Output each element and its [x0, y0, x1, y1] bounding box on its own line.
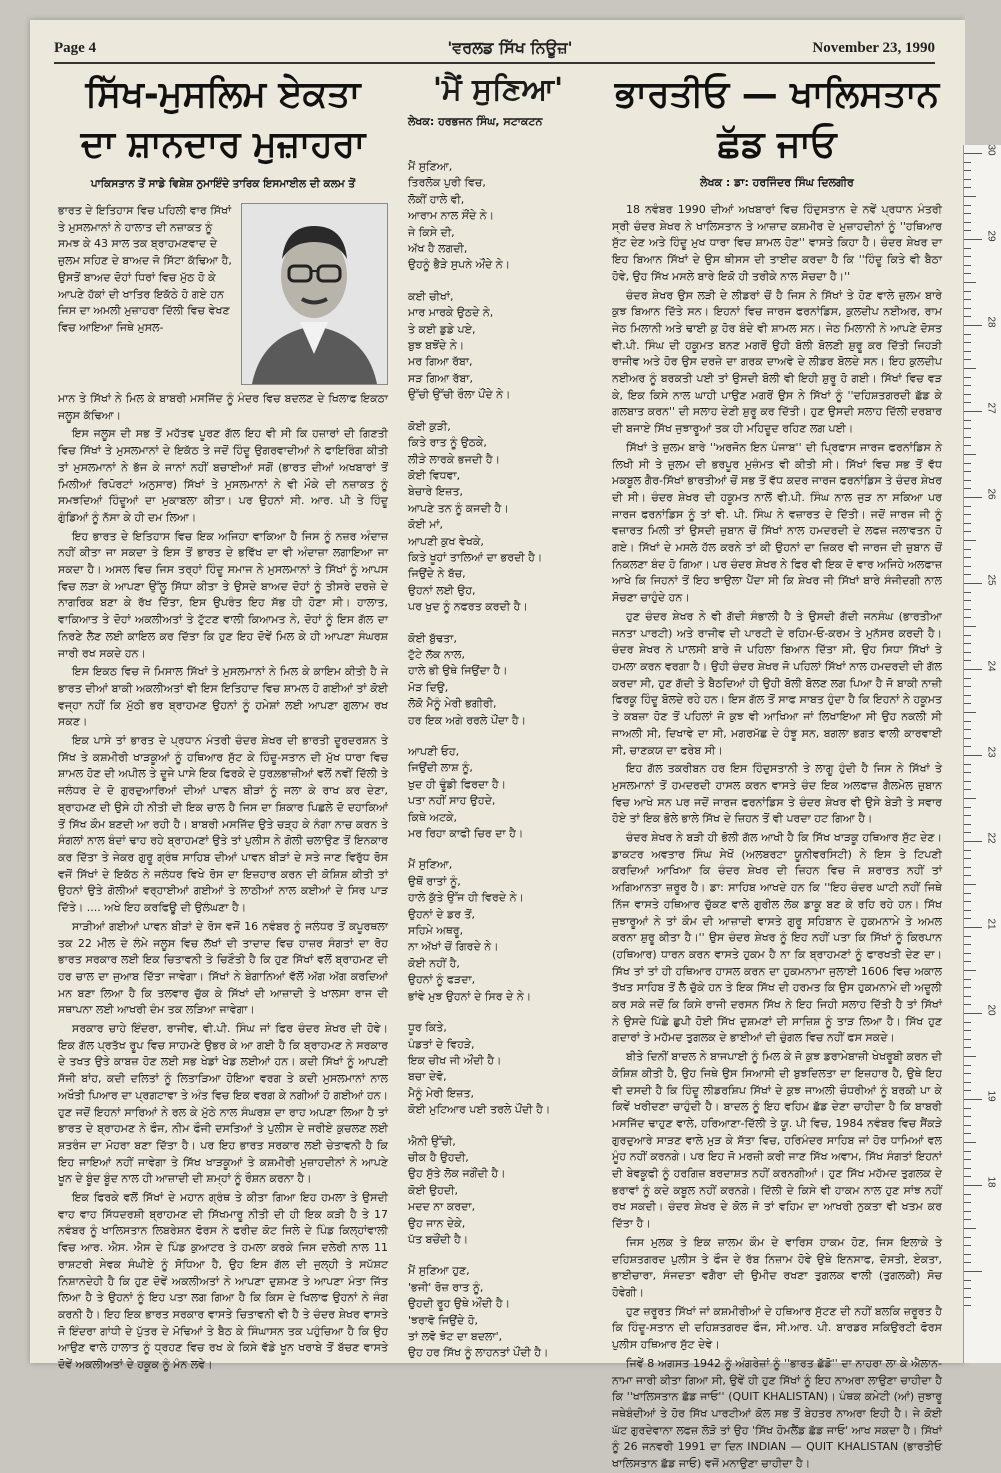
ruler-tick: [964, 807, 971, 808]
poem-line: ਉਹ ਸੁੱਤੇ ਲੋਕ ਜਗੌਂਦੀ ਹੈ।: [408, 1167, 506, 1181]
ruler-tick: [964, 308, 971, 309]
poem-line: ਬਚਾ ਦੇਵੋ,: [408, 1070, 447, 1084]
ruler-tick: [964, 660, 971, 661]
poem-body: [408, 159, 588, 1362]
newspaper-name: 'ਵਰਲਡ ਸਿੱਖ ਨਿਊਜ਼': [447, 38, 573, 57]
poem-line: ਕਿਥੇ ਅਟਕੇ,: [408, 810, 458, 824]
ruler-tick: [964, 712, 976, 713]
poem-line: ਪੰਡਤਾਂ ਦੇ ਵਿਹੜੇ,: [408, 1037, 475, 1051]
poem-line: ਕੋਈ ਕੁੜੀ,: [408, 419, 451, 433]
poem-stanza: [408, 631, 588, 729]
ruler-tick: [964, 1125, 971, 1126]
ruler-tick: [964, 170, 971, 171]
article-title-line-2: ਦਾ ਸ਼ਾਨਦਾਰ ਮੁਜ਼ਾਹਰਾ: [80, 124, 366, 165]
ruler-tick: [964, 549, 971, 550]
ruler-tick: [964, 471, 971, 472]
ruler-tick: [964, 239, 982, 240]
poem-line: ਲੋਕੋ ਮੈਨੂੰ ਮੇਰੀ ਭਗੀਰੀ,: [408, 697, 497, 711]
ruler-tick: [964, 557, 971, 558]
ruler-tick: [964, 703, 971, 704]
ruler-tick: [964, 695, 971, 696]
ruler-tick: [964, 1176, 971, 1177]
poem-line: ਤੇ ਕਈ ਡੁਡੇ ਪਏ,: [408, 322, 476, 336]
ruler-label: 24: [985, 660, 997, 672]
article-title-line-1: ਭਾਰਤੀਓ — ਖਾਲਿਸਤਾਨ: [614, 74, 940, 115]
paragraph: ਚੰਦਰ ਸ਼ੇਖਰ ਨੇ ਬੜੀ ਹੀ ਭੋਲੀ ਗੱਲ ਆਖੀ ਹੈ ਕਿ ਸਿੱਖ ਖਾੜਕੂ ਹਥਿਆਰ ਸੁੱਟ ਦੇਣ। ਡਾਕਟਰ ਅਵਤਾਰ ਸਿੰਘ ਸੇਖੋਂ (ਅਲਬਰਟਾ ਯੂਨੀਵਰਸਿਟੀ) ਨੇ ਇਸ ਤੇ ਟਿਪਣੀ ਕਰਦਿਆਂ ਆਖਿਆ ਕਿ ਚੰਦਰ ਸ਼ੇਖਰ ਦੀ ਜ਼ਿਹਨ ਵਿਚ ਜੋ ਸ਼ਰਾਰਤ ਨਹੀਂ ਤਾਂ ਅਗਿਆਨਤਾ ਜ਼ਰੂਰ ਹੈ। ਡਾ: ਸਾਹਿਬ ਆਖਦੇ ਹਨ ਕਿ ''ਇਹ ਚੰਦਰ ਘਾਟੀ ਨਹੀਂ ਜਿਥੇ ਨਿੱਜ ਵਾਸਤੇ ਹਥਿਆਰ ਚੁੱਕਣ ਵਾਲੇ ਗੁਰੀਲ ਲੋਕ ਡਾਕੂ ਬਣ ਕੇ ਰਹਿ ਰਹੇ ਹਨ। ਸਿੱਖ ਜੁਝਾਰੂਆਂ ਨੇ ਤਾਂ ਕੌਮ ਦੀ ਆਜ਼ਾਦੀ ਵਾਸਤੇ ਗੁਰੂ ਸਹਿਬਾਨ ਦੇ ਹੁਕਮਨਾਮੇ ਤੇ ਅਮਲ ਕਰਨਾ ਸ਼ੁਰੂ ਕੀਤਾ ਹੈ।'' ਉਸ ਚੰਦਰ ਸ਼ੇਖਰ ਨੂੰ ਇਹ ਨਹੀਂ ਪਤਾ ਕਿ ਸਿੱਖਾਂ ਨੂੰ ਕਿਰਪਾਨ (ਹਥਿਆਰ) ਧਾਰਨ ਕਰਨ ਵਾਸਤੇ ਹੁਕਮ ਹੈ ਨਾ ਕਿ ਬ੍ਰਾਹਮਣਾਂ ਨੂੰ ਫਾਰਖਤੀ ਦੇਣ ਦਾ। ਸਿੱਖ ਤਾਂ ਤਾਂ ਹੀ ਹਥਿਆਰ ਹਾਸਲ ਕਰਨ ਦਾ ਹੁਕਮਨਾਮਾ ਜੁਲਾਈ 1606 ਵਿਚ ਅਕਾਲ ਤੱਖਤ ਸਾਹਿਬ ਤੋਂ ਲੈ ਚੁੱਕੇ ਹਨ ਤੇ ਇਕ ਸਿੱਖ ਦੀ ਹਰਮਤ ਕਿ ਉਸ ਹੁਕਮਨਾਮੇ ਦੀ ਅਦੂਲੀ ਕਰ ਸਕੇ ਜਦੋਂ ਕਿ ਕਿਸੇ ਰਾਜੀ ਦਰਸਨ ਸਿੱਖ ਨੇ ਇਹ ਜਿਹੀ ਸਲਾਹ ਦਿੱਤੀ ਹੈ ਤਾਂ ਸਿੱਖਾਂ ਨੇ ਉਸਦੇ ਪਿੱਛੇ ਛੁਪੀ ਹੋਈ ਸਿੱਖ ਦੁਸ਼ਮਣਾਂ ਦੀ ਸਾਜ਼ਿਸ਼ ਨੂੰ ਤਾੜ ਲਿਆ ਹੈ। ਸਿੱਖ ਹੁਣ ਗਦਾਰਾਂ ਤੇ ਮਹੱਮਦ ਤੁਗਲਕ ਦੇ ਭਾਈਆਂ ਦੀ ਚੁੰਗਲ ਵਿਚ ਨਹੀਂ ਫਸ ਸਕਦੇ।: [612, 831, 942, 1045]
ruler-tick: [964, 1228, 976, 1229]
ruler-label: 23: [985, 746, 997, 758]
poem-line: ਕੋਈ ਨਹੀਂ ਹੈ,: [408, 956, 460, 970]
poem-line: ਪੱਤ ਬਚੌਂਦੀ ਹੈ।: [408, 1232, 469, 1246]
poem-line: ਚੀਕ ਹੈ ਉਹਦੀ,: [408, 1150, 469, 1164]
ruler-tick: [964, 815, 971, 816]
poem-line: ਪਤਾ ਨਹੀਂ ਸਾਹ ਉਹਦੇ,: [408, 794, 496, 808]
poem-line: ਉਹਨਾਂ ਲਈ ਉਹ,: [408, 583, 476, 597]
ruler-tick: [964, 153, 982, 154]
ruler-tick: [964, 437, 971, 438]
ruler-tick: [964, 351, 971, 352]
poem-line: ਭਾਂਵੇ ਮੁਝ ਉਹਨਾਂ ਦੇ ਸਿਰ ਦੇ ਨੇ।: [408, 989, 532, 1003]
ruler-tick: [964, 377, 971, 378]
poem-line: ਉਹਦੀ ਰੂਹ ਉਥੇ ਔਂਦੀ ਹੈ।: [408, 1297, 510, 1311]
ruler-tick: [964, 256, 971, 257]
ruler-tick: [964, 179, 971, 180]
paragraph: ਸਰਕਾਰ ਚਾਹੇ ਇੰਦਰਾ, ਰਾਜੀਵ, ਵੀ.ਪੀ. ਸਿੰਘ ਜਾਂ ਫਿਰ ਚੰਦਰ ਸ਼ੇਖਰ ਦੀ ਹੋਵੇ। ਇਕ ਗੱਲ ਪ੍ਰਤੱਖ ਰੂਪ ਵਿਚ ਸਾਹਮਣੇ ਉਭਰ ਕੇ ਆ ਗਈ ਹੈ ਕਿ ਬ੍ਰਾਹਮਣ ਨੇ ਸਰਕਾਰ ਦੇ ਤਖਤ ਉਤੇ ਕਾਬਜ਼ ਹੋਣ ਲਈ ਸਭ ਖੇਡਾਂ ਖੇਡ ਲਈਆਂ ਹਨ। ਕਦੀ ਸਿੱਖਾਂ ਨੂੰ ਆਪਣੀ ਸੱਜੀ ਬਾਂਹ, ਕਦੀ ਦਲਿਤਾਂ ਨੂੰ ਲਿਤਾੜਿਆ ਹੋਇਆ ਵਰਗ ਤੇ ਕਦੀ ਮੁਸਲਮਾਨਾਂ ਨਾਲ ਅਖੌਤੀ ਪਿਆਰ ਦਾ ਪ੍ਰਗਟਾਵਾ ਤੇ ਅੰਤ ਵਿਚ ਇਕ ਵਰਗ ਕੇ ਨਗੀਆਂ ਹੋ ਗਈਆਂ ਹਨ। ਹੁਣ ਜਦੋਂ ਇਹਨਾਂ ਸਾਰਿਆਂ ਨੇ ਰਲ ਕੇ ਮੁੱਠੇ ਨਾਲ ਸੰਘਰਸ਼ ਦਾ ਰਾਹ ਅਪਣਾ ਲਿਆ ਹੈ ਤਾਂ ਭਾਰਤ ਦੇ ਬ੍ਰਾਹਮਣ ਨੇ ਫੌਜ, ਨੀਮ ਫੌਜੀ ਦਸਤਿਆਂ ਤੇ ਪੁਲੀਸ ਦੇ ਜਰੀਏ ਕੁਚਲਣ ਲਈ ਸ਼ਤਰੰਜ ਦਾ ਮੋਹਰਾ ਬਣਾ ਦਿੱਤਾ ਹੈ। ਪਰ ਇਹ ਭਾਰਤ ਸਰਕਾਰ ਲਈ ਚੇਤਾਵਨੀ ਹੈ ਕਿ ਇਹ ਜਾਇਆਂ ਨਹੀਂ ਜਾਵੇਗਾ ਤੇ ਸਿੱਖ ਖਾੜਕੂਆਂ ਤੇ ਕਸ਼ਮੀਰੀ ਮੁਜ਼ਾਹਦੀਨਾਂ ਨੇ ਆਪਣੇ ਖੂਨ ਦੇ ਬੂੰਦ ਬੂੰਦ ਨਾਲ ਹੀ ਆਜ਼ਾਦੀ ਦੀ ਸ਼ਮ੍ਹਾਂ ਨੂੰ ਰੌਸ਼ਨ ਕਰਨਾ ਹੈ।: [58, 1022, 388, 1186]
ruler-tick: [964, 617, 971, 618]
ruler-tick: [964, 609, 971, 610]
poem-stanza: [408, 1020, 588, 1118]
poem-byline: ਲੇਖਕ: ਹਰਭਜਨ ਸਿੰਘ, ਸਟਾਕਟਨ: [408, 115, 543, 128]
ruler-label: 30: [985, 144, 997, 156]
poem-line: ਲੋਕੀਂ ਹਾਲੇ ਵੀ,: [408, 192, 465, 206]
ruler-tick: [964, 514, 971, 515]
poem-line: ਕੋਈ ਮਾਂ,: [408, 518, 444, 532]
poem-line: ਨਾ ਅੱਖਾਂ ਚੋਂ ਗਿਰਦੇ ਨੇ।: [408, 940, 499, 954]
ruler-tick: [964, 1090, 971, 1091]
poem-line: 'ਭਜੀ' ਰੋਜ਼ ਰਾਤ ਨੂੰ,: [408, 1280, 484, 1294]
ruler-tick: [964, 1297, 971, 1298]
poem-line: ਮੋੜ ਦਿਉ,: [408, 680, 449, 694]
paragraph: ਬੀਤੇ ਦਿਨੀਂ ਬਾਦਲ ਨੇ ਬਾਜਪਾਈ ਨੂੰ ਮਿਲ ਕੇ ਜੋ ਕੁਝ ਡਰਾਮੇਬਾਜ਼ੀ ਖੇਖਰੂਬੀ ਕਰਨ ਦੀ ਕੋਸ਼ਿਸ਼ ਕੀਤੀ ਹੈ, ਉਹ ਜਿਥੇ ਉਸ ਸਿਆਸੀ ਦੀ ਬੁਝਦਿਲਤਾ ਦਾ ਇਜ਼ਹਾਰ ਹੈ, ਉਥੇ ਇਹ ਵੀ ਦਸਦੀ ਹੈ ਕਿ ਹਿੰਦੂ ਲੀਡਰਸ਼ਿਪ ਸਿੱਖਾਂ ਦੇ ਕੁਝ ਜਾਅਲੀ ਚੌਧਰੀਆਂ ਨੂੰ ਬਰਕੀ ਪਾ ਕੇ ਕਿਵੇਂ ਖਰੀਦਣਾ ਚਾਹੁੰਦੀ ਹੈ। ਬਾਦਲ ਨੂੰ ਇਹ ਵਹਿਮ ਛੱਡ ਦੇਣਾ ਚਾਹੀਦਾ ਹੈ ਕਿ ਬਾਬਰੀ ਮਸਜਿੱਦ ਢਾਹੁਣ ਵਾਲੇ, ਹਰਿਆਣਾ-ਦਿੱਲੀ ਤੇ ਯੂ. ਪੀ ਵਿਚ, 1984 ਨਵੰਬਰ ਵਿਚ ਸੈਂਕੜੇ ਗੁਰਦੁਆਰੇ ਸਾੜਣ ਵਾਲੇ ਮੁੜ ਕੇ ਸੱਤਾ ਵਿਚ, ਹਰਿਮੰਦਰ ਸਾਹਿਬ ਜਾਂ ਹੋਰ ਧਾਮਿਆਂ ਵਲ ਮੂੰਹ ਨਹੀਂ ਕਰਨਗੇ। ਪਰ ਇਹ ਜੋ ਮਰਜ਼ੀ ਕਰੀ ਜਾਣ ਸਿੱਖ ਅਵਾਮ, ਸਿੱਖ ਸੰਗਤਾਂ ਇਹਨਾਂ ਦੀ ਬੇਵਕੂਫੀ ਨੂੰ ਹਰਗਿਜ਼ ਬਰਦਾਸ਼ਤ ਨਹੀਂ ਕਰਨਗੀਆਂ। ਹੁਣ ਸਿੱਖ ਮਹੱਮਦ ਤੁਗਲਕ ਦੇ ਭਰਾਵਾਂ ਨੂੰ ਕਦੇ ਕਬੂਲ ਨਹੀਂ ਕਰਨਗੇ। ਦਿੱਲੀ ਦੇ ਕਿਸੇ ਵੀ ਹਾਕਮ ਨਾਲ ਹੁਣ ਸਾਂਝ ਨਹੀਂ ਰਖ ਸਕਦੀ। ਚੰਦਰ ਸ਼ੇਖਰ ਦੇ ਕੋਲ ਜੋ ਤਾਂ ਵਹਿਮ ਦਾ ਆਖਰੀ ਨੁਕਤਾ ਵੀ ਖਤਮ ਕਰ ਦਿੱਤਾ ਹੈ।: [612, 1050, 942, 1231]
ruler-tick: [964, 1288, 971, 1289]
ruler-tick: [964, 927, 982, 928]
ruler-tick: [964, 265, 971, 266]
poem-line: ਖੁਦ ਹੀ ਢੂੰਡੀ ਫਿਰਦਾ ਹੈ।: [408, 777, 507, 791]
ruler-tick: [964, 1039, 971, 1040]
ruler-tick: [964, 334, 971, 335]
ruler-tick: [964, 1219, 971, 1220]
poem-stanza: [408, 289, 588, 404]
ruler-tick: [964, 1065, 971, 1066]
poem-line: ਟੁੱਟੇ ਲੱਕ ਨਾਲ,: [408, 647, 465, 661]
ruler-tick: [964, 1280, 971, 1281]
paragraph: ਹੁਣ ਚੰਦਰ ਸ਼ੇਖਰ ਨੇ ਵੀ ਗੱਦੀ ਸੰਭਾਲੀ ਹੈ ਤੇ ਉਸਦੀ ਗੱਦੀ ਜਨਸੰਘ (ਭਾਰਤੀਆ ਜਨਤਾ ਪਾਰਟੀ) ਅਤੇ ਰਾਜੀਵ ਦੀ ਪਾਰਟੀ ਦੇ ਰਹਿਮ-ਓ-ਕਰਮ ਤੇ ਮੁਨੱਸਰ ਕਰਦੀ ਹੈ। ਚੰਦਰ ਸ਼ੇਖਰ ਨੇ ਪਾਲਸੀ ਬਾਰੇ ਜੋ ਪਹਿਲਾ ਬਿਆਨ ਦਿੱਤਾ ਸੀ, ਉਹ ਸਿਧਾ ਸਿੱਖਾਂ ਤੇ ਹਮਲਾ ਕਰਨ ਵਰਗਾ ਹੈ। ਉਹੀ ਚੰਦਰ ਸ਼ੇਖਰ ਜੋ ਪਹਿਲਾਂ ਸਿੱਖਾਂ ਨਾਲ ਹਮਦਰਦੀ ਦੀ ਗੱਲ ਕਰਦਾ ਸੀ, ਹੁਣ ਗੱਦੀ ਤੇ ਬੈਠਦਿਆਂ ਹੀ ਉਹੀ ਬੋਲੀ ਬੋਲਣ ਲਗ ਪਿਆ ਹੈ ਜੋ ਬਾਕੀ ਨਾਜ਼ੀ ਫਿਰਕੂ ਹਿੰਦੂ ਬੋਲਦੇ ਰਹੇ ਹਨ। ਇਸ ਗੱਲ ਤੋਂ ਸਾਫ ਸਾਬਤ ਹੁੰਦਾ ਹੈ ਕਿ ਇਹਨਾਂ ਨੇ ਹਕੂਮਤ ਤੇ ਕਬਜ਼ਾ ਹੋਣ ਤੋਂ ਪਹਿਲਾਂ ਜੋ ਕੁਝ ਵੀ ਆਖਿਆ ਜਾਂ ਲਿਖਾਇਆ ਸੀ ਉਹ ਨਕਲੀ ਸੀ ਜਾਅਲੀ ਸੀ, ਦਿਖਾਵੇ ਦਾ ਸੀ, ਮਗਰਮੱਛ ਦੇ ਹੰਝੂ ਸਨ, ਬਗਲਾ ਭਗਤ ਵਾਲੀ ਕਾਰਵਾਈ ਸੀ, ਚਾਣਕਯ ਦਾ ਫਰੇਬ ਸੀ।: [612, 609, 942, 757]
measuring-ruler: [963, 145, 1001, 1363]
poem-line: 'ਝਰਾਵੋ ਜਿਉਂਦੇ ਹੋ,: [408, 1313, 478, 1327]
poem-line: ਸਹਿਮੇ ਅਥਰੂ,: [408, 924, 464, 938]
ruler-tick: [964, 316, 971, 317]
ruler-tick: [964, 686, 971, 687]
ruler-label: 25: [985, 574, 997, 586]
ruler-tick: [964, 1245, 971, 1246]
ruler-label: 22: [985, 832, 997, 844]
poem-line: ਮੈਨੂੰ ਮੇਰੀ ਇਜ਼ਤ,: [408, 1086, 475, 1100]
poem-line: ਆਪਣੇ ਤਨ ਨੂੰ ਕਜਦੀ ਹੈ।: [408, 501, 509, 515]
article-byline: ਲੇਖਕ : ਡਾ: ਹਰਜਿੰਦਰ ਸਿੰਘ ਦਿਲਗੀਰ: [700, 176, 854, 189]
ruler-label: 18: [985, 1176, 997, 1188]
ruler-tick: [964, 291, 971, 292]
poem-line: ਜੇ ਕਿਸੇ ਦੀ,: [408, 225, 455, 239]
paragraph: ਇਹ ਗੱਲ ਤਕਰੀਬਨ ਹਰ ਇਸ ਹਿੰਦੁਸਤਾਨੀ ਤੇ ਲਾਗੂ ਹੁੰਦੀ ਹੈ ਜਿਸ ਨੇ ਸਿੱਖਾਂ ਤੇ ਮੁਸਲਮਾਨਾਂ ਤੋਂ ਹਮਦਰਦੀ ਹਾਸਲ ਕਰਨ ਵਾਸਤੇ ਚੰਦ ਇਕ ਅਲਫਾਜ਼ ਗੈਲਮੇਲ ਜ਼ੁਬਾਨ ਵਿਚ ਆਖੇ ਸਨ ਪਰ ਜਦੋਂ ਜਾਰਜ ਫਰਨਾਂਡਿਸ ਤੇ ਚੰਦਰ ਸ਼ੇਖਰ ਵੀ ਉਸੇ ਬੇੜੀ ਤੇ ਸਵਾਰ ਹੋਏ ਤਾਂ ਇਕ ਭੋਲੇ ਭਾਲੇ ਸਿੱਖ ਦੇ ਜ਼ਿਹਨ ਤੋਂ ਵੀ ਪਰਦਾ ਹਟ ਗਿਆ ਹੈ।: [612, 762, 942, 826]
poem-line: ਆਰਾਮ ਨਾਲ ਸੌਂਦੇ ਨੇ।: [408, 209, 495, 223]
ruler-tick: [964, 497, 982, 498]
paragraph: ਇਸ ਇਕਠ ਵਿਚ ਜੋ ਮਿਸਾਲ ਸਿੱਖਾਂ ਤੇ ਮੁਸਲਮਾਨਾਂ ਨੇ ਮਿਲ ਕੇ ਕਾਇਮ ਕੀਤੀ ਹੈ ਜੇ ਭਾਰਤ ਦੀਆਂ ਬਾਕੀ ਅਕਲੀਅਤਾਂ ਵੀ ਇਸ ਇਤਿਹਾਦ ਵਿਚ ਸ਼ਾਮਲ ਹੋ ਗਈਆਂ ਤਾਂ ਕੋਈ ਵਜ੍ਹਾ ਨਹੀਂ ਕਿ ਮੁੱਠੀ ਭਰ ਬ੍ਰਾਹਮਣ ਉਹਨਾਂ ਨੂੰ ਹਮੇਸ਼ਾਂ ਲਈ ਆਪਣਾ ਗੁਲਾਮ ਰਖ ਸਕਣ।: [58, 665, 388, 729]
article-body: [58, 391, 388, 1374]
poem-line: ਉਹਨੂੰ ਭੈੜੇ ਸੁਪਨੇ ਔਂਦੇ ਨੇ।: [408, 258, 511, 272]
ruler-tick: [964, 1116, 971, 1117]
ruler-tick: [964, 463, 971, 464]
poem-line: ਮਰ ਰਿਹਾ ਕਾਫੀ ਚਿਰ ਦਾ ਹੈ।: [408, 827, 524, 841]
ruler-tick: [964, 359, 971, 360]
page-number: Page 4: [54, 40, 97, 56]
ruler-tick: [964, 626, 976, 627]
header-rule: [54, 62, 935, 64]
poem-line: ਮੈਂ ਸੁਣਿਆ ਹੁਣ,: [408, 1264, 470, 1278]
poem-stanza: [408, 1263, 588, 1361]
poem-line: ਜਿਉਂਦੀ ਲਾਸ਼ ਨੂੰ,: [408, 761, 473, 775]
lead-paragraph: ਭਾਰਤ ਦੇ ਇਤਿਹਾਸ ਵਿਚ ਪਹਿਲੀ ਵਾਰ ਸਿੱਖਾਂ ਤੇ ਮੁਸਲਮਾਨਾਂ ਨੇ ਹਾਲਾਤ ਦੀ ਨਜ਼ਾਕਤ ਨੂੰ ਸਮਝ ਕੇ 43 ਸਾਲ ਤਕ ਬ੍ਰਾਹਮਣਵਾਦ ਦੇ ਜ਼ੁਲਮ ਸਹਿਣ ਦੇ ਬਾਅਦ ਜੋ ਸਿੱਟਾ ਕੱਢਿਆ ਹੈ, ਉਸਤੋਂ ਬਾਅਦ ਦੋਹਾਂ ਧਿਰਾਂ ਵਿਚ ਮੁੱਠ ਹੋ ਕੇ ਆਪਣੇ ਹੱਕਾਂ ਦੀ ਖਾਤਿਰ ਇਕੱਠੇ ਹੋ ਗਏ ਹਨ ਜਿਸ ਦਾ ਅਮਲੀ ਮੁਜ਼ਾਹਰਾ ਦਿੱਲੀ ਵਿਚ ਵੇਖਣ ਵਿਚ ਆਇਆ ਜਿਥੇ ਮੁਸਲ-: [58, 204, 232, 334]
poem-line: ਉਥੋਂ ਰਾਤਾਂ ਨੂੰ,: [408, 874, 461, 888]
ruler-tick: [964, 1099, 982, 1100]
ruler-tick: [964, 961, 971, 962]
ruler-tick: [964, 282, 976, 283]
poem-line: ਤਿਰਲੋਕ ਪੁਰੀ ਵਿਚ,: [408, 176, 486, 190]
ruler-tick: [964, 841, 982, 842]
ruler-tick: [964, 420, 971, 421]
ruler-tick: [964, 953, 971, 954]
ruler-tick: [964, 867, 971, 868]
ruler-tick: [964, 738, 971, 739]
ruler-tick: [964, 1185, 982, 1186]
ruler-tick: [964, 669, 982, 670]
ruler-tick: [964, 789, 971, 790]
ruler-tick: [964, 428, 971, 429]
ruler-tick: [964, 635, 971, 636]
ruler-tick: [964, 944, 971, 945]
poem-line: ਕੋਈ ਬੁੱਢਤਾ,: [408, 631, 457, 645]
paragraph: ਇਕ ਫਿਰਕੇ ਵਲੋਂ ਸਿੱਖਾਂ ਦੇ ਮਹਾਨ ਗ੍ਰੰਥ ਤੇ ਕੀਤਾ ਗਿਆ ਇਹ ਹਮਲਾ ਤੇ ਉਸਦੀ ਵਾਹ ਵਾਹ ਸਿੱਧਦਰਸ਼ੀ ਬ੍ਰਾਹਮਣ ਦੀ ਸਿੱਖਮਾਰੂ ਨੀਤੀ ਦੀ ਹੀ ਇਕ ਕੜੀ ਹੈ ਤੇ 17 ਨਵੰਬਰ ਨੂੰ ਖਾਲਿਸਤਾਨ ਲਿਬਰੇਸ਼ਨ ਫੋਰਸ ਨੇ ਫਰੀਦ ਕੋਟ ਜਿਲੇ ਦੇ ਪਿੰਡ ਕਿਲ੍ਹਾਂਵਾਲੀ ਵਿਚ ਆਰ. ਐਸ. ਐਸ ਦੇ ਪਿੰਡ ਕੁਆਟਰ ਤੇ ਹਮਲਾ ਕਰਕੇ ਜਿਸ ਦਲੇਰੀ ਨਾਲ 11 ਰਾਸ਼ਟਰੀ ਸੇਵਕ ਸੰਘੀਏ ਨੂੰ ਸੋਧਿਆ ਹੈ, ਉਹ ਇਸ ਗੱਲ ਦੀ ਜੁਲ੍ਹੀ ਤੇ ਸਪੱਸ਼ਟ ਨਿਸ਼ਾਨਦੇਹੀ ਹੈ ਕਿ ਹੁਣ ਦੋਵੇਂ ਅਕਲੀਅਤਾਂ ਨੇ ਆਪਣਾ ਦੁਸ਼ਮਣ ਤੇ ਆਪਣਾ ਮੰਤਾ ਜਿੱਤ ਲਿਆ ਹੈ ਤੇ ਉਹਨਾਂ ਨੂੰ ਇਹ ਪਤਾ ਲਗ ਗਿਆ ਹੈ ਕਿ ਕਿਸ ਦੇ ਖਿਲਾਫ ਉਹਨਾਂ ਨੇ ਜੰਗ ਕਰਨੀ ਹੈ। ਇਹ ਇਕ ਭਾਰਤ ਸਰਕਾਰ ਵਾਸਤੇ ਚਿਤਾਵਨੀ ਵੀ ਹੈ ਤੇ ਚੰਦਰ ਸ਼ੇਖਰ ਵਾਸਤੇ ਜੋ ਇੰਦਰਾ ਗਾਂਧੀ ਦੇ ਪੁੱਤਰ ਦੇ ਮੋਢਿਆਂ ਤੇ ਬੈਠ ਕੇ ਸਿੰਘਾਸਨ ਤਕ ਪਹੁੰਚਿਆ ਹੈ ਕਿ ਉਹ ਆਉਣ ਵਾਲੇ ਹਾਲਾਤ ਨੂੰ ਧ੍ਰਹਣ ਵਿਚ ਰਖ ਕੇ ਕਿਸੇ ਵੱਡੇ ਖੂਨ ਖਰਾਬੇ ਤੋਂ ਬੱਚਣ ਵਾਸਤੇ ਦੋਵੇਂ ਅਕਲੀਅਤਾਂ ਦੇ ਹਕੂਕ ਨੂੰ ਮੰਨ ਲਵੇ।: [58, 1191, 388, 1372]
paragraph: ਜਿਵੇਂ 8 ਅਗਸਤ 1942 ਨੂੰ ਅੰਗਰੇਜ਼ਾਂ ਨੂੰ ''ਭਾਰਤ ਛੱਡੋ'' ਦਾ ਨਾਹਰਾ ਲਾ ਕੇ ਐਲਾਨ-ਨਾਮਾ ਜਾਰੀ ਕੀਤਾ ਗਿਆ ਸੀ, ਉਵੇਂ ਹੀ ਹੁਣ ਸਿੱਖਾਂ ਨੂੰ ਇਹ ਨਾਅਰਾ ਲਾਉਣਾ ਚਾਹੀਦਾ ਹੈ ਕਿ ''ਖਾਲਿਸਤਾਨ ਛੱਡ ਜਾਓ'' (QUIT KHALISTAN)। ਪੰਥਕ ਕਮੇਟੀ (ਆਂ) ਜੁਝਾਰੂ ਜਥੇਬੰਦੀਆਂ ਤੇ ਹੋਰ ਸਿੱਖ ਪਾਰਟੀਆਂ ਕੋਲ ਸਭ ਤੋਂ ਬੇਹਤਰ ਨਾਅਰਾ ਇਹੀ ਹੈ। ਜੇ ਕੋਈ ਘੱਟ ਗੁਰਦੇਵਾਨਾ ਲਫਜ਼ ਲੋੜੋ ਤਾਂ ਉਹ 'ਸਿੱਖ ਹੋਮਲੈਂਡ ਛੱਡ ਜਾਓ' ਆਖ ਸਕਦਾ ਹੈ। ਸਿੱਖਾਂ ਨੂੰ 26 ਜਨਵਰੀ 1991 ਦਾ ਦਿਨ INDIAN — QUIT KHALISTAN (ਭਾਰਤੀਓ ਖਾਲਿਸਤਾਨ ਛੱਡ ਜਾਓ) ਵਜੋਂ ਮਨਾਉਣਾ ਚਾਹੀਦਾ ਹੈ।: [612, 1356, 942, 1471]
ruler-tick: [964, 918, 971, 919]
ruler-tick: [964, 196, 976, 197]
ruler-tick: [964, 523, 971, 524]
poem-column: [408, 68, 588, 1358]
article-body: [612, 202, 942, 1473]
poem-line: ਕਈ ਚੀਖਾਂ,: [408, 289, 454, 303]
ruler-tick: [964, 893, 971, 894]
ruler-tick: [964, 394, 971, 395]
ruler-label: 26: [985, 488, 997, 500]
ruler-tick: [964, 755, 982, 756]
article-title-line-2: ਛੱਡ ਜਾਓ: [717, 124, 837, 165]
paragraph: ਮਾਨ ਤੇ ਸਿੱਖਾਂ ਨੇ ਮਿਲ ਕੇ ਬਾਬਰੀ ਮਸਜਿੱਦ ਨੂੰ ਮੰਦਰ ਵਿਚ ਬਦਲਣ ਦੇ ਖਿਲਾਫ ਇਕਠਾ ਜਲੂਸ ਕੱਢਿਆ।: [58, 392, 388, 422]
poem-line: ਆਪਣੀ ਕੁਖ ਵੇਖਕੇ,: [408, 534, 484, 548]
paragraph: ਸਾੜੀਆਂ ਗਈਆਂ ਪਾਵਨ ਬੀੜਾਂ ਦੇ ਰੋਸ ਵਜੋਂ 16 ਨਵੰਬਰ ਨੂੰ ਜਲੰਧਰ ਤੋਂ ਕਪੂਰਥਲਾ ਤਕ 22 ਮੀਲ ਦੇ ਲੰਮੇ ਜਲੂਸ ਵਿਚ ਲੱਖਾਂ ਦੀ ਤਾਦਾਦ ਵਿਚ ਹਾਜ਼ਰ ਸੰਗਤਾਂ ਦਾ ਰੋਹ ਭਾਰਤ ਸਰਕਾਰ ਲਈ ਇਕ ਚਿਤਾਵਨੀ ਤੇ ਚਿਣੌਤੀ ਹੈ ਕਿ ਹੁਣ ਸਿੱਖਾਂ ਵਲੋਂ ਬ੍ਰਾਹਮਣ ਦੀ ਹਰ ਚਾਲ ਦਾ ਜੁਆਬ ਦਿੱਤਾ ਜਾਵੇਗਾ। ਸਿੱਖਾਂ ਨੇ ਬੇਗਾਨਿਆਂ ਵੱਲੋਂ ਅੱਗ ਅੱਗ ਕਰਦਿਆਂ ਮਨ ਬਣਾ ਲਿਆ ਹੈ ਕਿ ਤਲਵਾਰ ਚੁੱਕ ਕੇ ਸਿੱਖਾਂ ਦੀ ਆਜ਼ਾਦੀ ਤੇ ਖਾਲਸਾ ਰਾਜ ਦੀ ਸਥਾਪਨਾ ਲਈ ਆਖਰੀ ਦੰਮ ਤਕ ਲੜਿਆ ਜਾਵੇਗਾ।: [58, 919, 388, 1017]
ruler-tick: [964, 996, 971, 997]
poem-line: ਮੈਂ ਸੁਣਿਆ,: [408, 160, 453, 173]
poem-line: ਸੜ ਗਿਆ ਰੱਬਾ,: [408, 371, 473, 385]
ruler-tick: [964, 1202, 971, 1203]
ruler-tick: [964, 411, 982, 412]
poem-stanza: [408, 744, 588, 842]
ruler-tick: [964, 1108, 971, 1109]
paragraph: ਇਹ ਭਾਰਤ ਦੇ ਇਤਿਹਾਸ ਵਿਚ ਇਕ ਅਜਿਹਾ ਵਾਕਿਆ ਹੈ ਜਿਸ ਨੂੰ ਨਜ਼ਰ ਅੰਦਾਜ਼ ਨਹੀਂ ਕੀਤਾ ਜਾ ਸਕਦਾ ਤੇ ਇਸ ਤੋਂ ਭਾਰਤ ਦੇ ਭਵਿੱਖ ਦਾ ਵੀ ਅੰਦਾਜ਼ਾ ਲਗਾਇਆ ਜਾ ਸਕਦਾ ਹੈ। ਅਸਲ ਵਿਚ ਜਿਸ ਤਰ੍ਹਾਂ ਹਿੰਦੂ ਸਮਾਜ ਨੇ ਮੁਸਲਮਾਨਾਂ ਤੇ ਸਿੱਖਾਂ ਨੂੰ ਆਪਸ ਵਿਚ ਲੜਾ ਕੇ ਆਪਣਾ ਉੱਲੂ ਸਿੱਧਾ ਕੀਤਾ ਤੇ ਉਸਦੇ ਬਾਅਦ ਦੋਹਾਂ ਨੂੰ ਤੀਸਰੇ ਦਰਜ਼ੇ ਦੇ ਨਾਗਰਿਕ ਬਣਾ ਕੇ ਰੱਖ ਦਿੱਤਾ, ਇਸ ਉਪਰੰਤ ਇਹ ਸੱਭ ਹੀ ਹੋਣਾ ਸੀ। ਹਾਲਾਤ, ਵਾਕਿਆਤ ਤੇ ਦੋਹਾਂ ਅਕਲੀਅਤਾਂ ਤੇ ਟੁੱਟਣ ਵਾਲੀ ਕਿਆਮਤ ਨੇ, ਦੋਹਾਂ ਨੂੰ ਇਸ ਗੱਲ ਦਾ ਨਿਰਣੇ ਲੈਣ ਲਈ ਕਾਇਲ ਕਰ ਦਿੱਤਾ ਕਿ ਹੁਣ ਇਹ ਦੋਵੇਂ ਮਿਲ ਕੇ ਹੀ ਆਪਣਾ ਸੰਘਰਸ਼ ਜਾਰੀ ਰਖ ਸਕਦੇ ਹਨ।: [58, 529, 388, 660]
paragraph: ਚੰਦਰ ਸ਼ੇਖਰ ਉਸ ਲੜੀ ਦੇ ਲੀਡਰਾਂ ਚੋਂ ਹੈ ਜਿਸ ਨੇ ਸਿੱਖਾਂ ਤੇ ਹੋਣ ਵਾਲੇ ਜ਼ੁਲਮ ਬਾਰੇ ਕੁਝ ਬਿਆਨ ਦਿੱਤੇ ਸਨ। ਇਹਨਾਂ ਵਿਚ ਜਾਰਜ ਫਰਨਾਂਡਿਸ, ਕੁਲਦੀਪ ਨਈਅਰ, ਰਾਮ ਜੇਠ ਮਿਲਾਨੀ ਅਤੇ ਢਾਈ ਕੁ ਹੋਰ ਬੰਦੇ ਵੀ ਸ਼ਾਮਲ ਸਨ। ਜੇਠ ਮਿਲਾਨੀ ਨੇ ਆਪਣੇ ਦੋਸਤ ਵੀ.ਪੀ. ਸਿੰਘ ਦੀ ਹਕੂਮਤ ਬਨਣ ਮਗਰੋਂ ਉਹੀ ਬੋਲੀ ਬੋਲਣੀ ਸ਼ੁਰੂ ਕਰ ਦਿੱਤੀ ਜਿਹੜੀ ਰਾਜੀਵ ਅਤੇ ਹੋਰ ਉਸ ਦਰਜ਼ੇ ਦਾ ਗਰਕ ਦਾਅਵੇ ਦੇ ਲੀਡਰ ਬੋਲਦੇ ਸਨ। ਇਹ ਕੁਲਦੀਪ ਨਈਅਰ ਨੂੰ ਬਰਕਤੀ ਪਈ ਤਾਂ ਉਸਦੀ ਬੋਲੀ ਵੀ ਇਹੀ ਸ਼ੁਰੂ ਹੋ ਗਈ। ਸਿੱਖਾਂ ਵਿਚ ਵੜ ਕੇ, ਇਕ ਕਿਸੇ ਨਾਲ ਘਾਹੀ ਪਾਉਣ ਮਗਰੋਂ ਉਸ ਨੇ ਸਿੱਖਾਂ ਨੂੰ ''ਦਹਿਸ਼ਤਗਰਦੀ ਛੱਡ ਕੇ ਗਲਬਾਤ ਕਰਨ'' ਦੀ ਸਲਾਹ ਦੇਣੀ ਸ਼ੁਰੂ ਕਰ ਦਿੱਤੀ। ਹੁਣ ਉਸਦੀ ਸਲਾਹ ਦਿੱਲੀ ਦਰਬਾਰ ਦੀ ਬਜਾਏ ਸਿੱਖ ਜੁਝਾਰੂਆਂ ਤਕ ਹੀ ਮਹਿਦੂਦ ਰਹਿਣ ਲਗ ਪਈ।: [612, 288, 942, 436]
poem-line: ਉਹ ਜਾਨ ਦੇਕੇ,: [408, 1216, 466, 1230]
ruler-tick: [964, 729, 971, 730]
ruler-tick: [964, 746, 971, 747]
ruler-tick: [964, 342, 971, 343]
ruler-tick: [964, 643, 971, 644]
ruler-tick: [964, 1305, 971, 1306]
ruler-label: 20: [985, 1004, 997, 1016]
ruler-tick: [964, 1004, 971, 1005]
ruler-tick: [964, 1151, 971, 1152]
ruler-tick: [964, 1013, 982, 1014]
paragraph: ਇਕ ਪਾਸੇ ਤਾਂ ਭਾਰਤ ਦੇ ਪ੍ਰਧਾਨ ਮੰਤਰੀ ਚੰਦਰ ਸ਼ੇਖਰ ਦੀ ਭਾਰਤੀ ਦੂਰਦਰਸ਼ਨ ਤੇ ਸਿੱਖ ਤੇ ਕਸ਼ਮੀਰੀ ਖਾੜਕੂਆਂ ਨੂੰ ਹਥਿਆਰ ਸੁੱਟ ਕੇ ਹਿੰਦੂ-ਸਤਾਨ ਦੀ ਮੁੱਖ ਧਾਰਾ ਵਿਚ ਸ਼ਾਮਲ ਹੋਣ ਦੀ ਅਪੀਲ ਤੇ ਦੂਜੇ ਪਾਸੇ ਇਕ ਫਿਰਕੇ ਦੇ ਧੁਰਲ਼ਭਾਜ਼ੀਆਂ ਵਲੋਂ ਨਵੀਂ ਦਿੱਲੀ ਤੇ ਜਲੰਧਰ ਦੇ ਦੋ ਗੁਰਦੁਆਰਿਆਂ ਦੀਆਂ ਪਾਵਨ ਬੀੜਾਂ ਨੂੰ ਜਲਾ ਕੇ ਰਾਖ ਕਰ ਦੇਣਾ, ਬ੍ਰਾਹਮਣ ਦੀ ਉਸੇ ਹੀ ਨੀਤੀ ਦੀ ਇਕ ਚਾਲ ਹੈ ਜਿਸ ਦਾ ਸ਼ਿਕਾਰ ਪਿਛਲੇ ਦੋ ਦਹਾਕਿਆਂ ਤੋਂ ਸਿੱਖ ਕੌਮ ਬਣਦੀ ਆ ਰਹੀ ਹੈ। ਬਾਬਰੀ ਮਸਜਿੱਦ ਉਤੇ ਚੜ੍ਹ ਕੇ ਨੰਗਾ ਨਾਚ ਕਰਨ ਤੇ ਸੰਗਲਾਂ ਨਾਲ ਬੰਦਾਂ ਢਾਹ ਰਹੇ ਬ੍ਰਾਹਮਣਾਂ ਉਤੇ ਤਾਂ ਪੁਲੀਸ ਨੇ ਗੋਲੀ ਚਲਾਉਣ ਤੋਂ ਇਨਕਾਰ ਕਰ ਦਿੱਤਾ ਤੇ ਜੇਕਰ ਗੁਰੂ ਗ੍ਰੰਥ ਸਾਹਿਬ ਦੀਆਂ ਪਾਵਨ ਬੀੜਾਂ ਦੇ ਸਤੇ ਜਾਣ ਵਿਰੁੱਧ ਰੋਸ ਵਜੋਂ ਸਿੱਖਾਂ ਦੇ ਇਕੱਠ ਨੇ ਜਲੰਧਰ ਵਿਖੇ ਰੋਸ ਦਾ ਇਜ਼ਹਾਰ ਕਰਨ ਦੀ ਕੋਸ਼ਿਸ਼ ਕੀਤੀ ਤਾਂ ਉਹਨਾਂ ਉਤੇ ਗੋਲੀਆਂ ਵਰ੍ਹਾਈਆਂ ਗਈਆਂ ਤੇ ਲਾਠੀਆਂ ਨਾਲ ਕਈਆਂ ਦੇ ਸਿਰ ਪਾੜ ਦਿੱਤੇ। .... ਅਖੇ ਇਹ ਕਰਫਿਊ ਦੀ ਉਲੰਘਣਾ ਹੈ।: [58, 734, 388, 915]
ruler-tick: [964, 850, 971, 851]
poem-line: ਅੱਖ ਹੈ ਲਗਦੀ,: [408, 242, 468, 256]
ruler-tick: [964, 273, 971, 274]
ruler-tick: [964, 566, 971, 567]
poem-title: 'ਮੈਂ ਸੁਣਿਆ': [432, 72, 564, 107]
poem-line: ਉਹ ਹਰ ਸਿੱਖ ਨੂੰ ਲਾਹਨਤਾਂ ਪੌਂਦੀ ਹੈ।: [408, 1346, 549, 1360]
poem-stanza: [408, 159, 588, 274]
ruler-tick: [964, 162, 971, 163]
ruler-tick: [964, 678, 971, 679]
ruler-tick: [964, 1047, 971, 1048]
ruler-tick: [964, 884, 976, 885]
lead-block: [58, 203, 388, 391]
ruler-tick: [964, 1030, 971, 1031]
poem-line: ਤਾਂ ਲਵੋ ਝੋਟ ਦਾ ਬਦਲਾ',: [408, 1330, 503, 1343]
paragraph: ਇਸ ਜਲੂਸ ਦੀ ਸਭ ਤੋਂ ਮਹੱਤਵ ਪੂਰਣ ਗੱਲ ਇਹ ਵੀ ਸੀ ਕਿ ਹਜ਼ਾਰਾਂ ਦੀ ਗਿਣਤੀ ਵਿਚ ਸਿੱਖਾਂ ਤੇ ਮੁਸਲਮਾਨਾਂ ਦੇ ਇਕੱਠ ਤੇ ਜਦੋਂ ਹਿੰਦੂ ਉਗਰਵਾਦੀਆਂ ਨੇ ਫਾਇਰਿੰਗ ਕੀਤੀ ਤਾਂ ਮੁਸਲਮਾਨਾਂ ਨੇ ਭੱਜ ਕੇ ਜਾਨਾਂ ਨਹੀਂ ਬਚਾਈਆਂ ਸਗੋਂ (ਭਾਰਤ ਦੀਆਂ ਅਖਬਾਰਾਂ ਤੋਂ ਮਿਲੀਆਂ ਰਿਪੋਰਟਾਂ ਅਨੁਸਾਰ) ਸਿੱਖਾਂ ਤੇ ਮੁਸਲਮਾਨਾਂ ਨੇ ਵੀ ਮੌਕੇ ਦੀ ਨਜ਼ਾਕਤ ਨੂੰ ਸਮਝਦਿਆਂ ਹਿੰਦੂਆਂ ਦਾ ਮੁਕਾਬਲਾ ਕੀਤਾ। ਪਰ ਉਹਨਾਂ ਸੀ. ਆਰ. ਪੀ ਤੇ ਹਿੰਦੂ ਗੁੰਡਿਆਂ ਨੂੰ ਨੱਸਾ ਕੇ ਹੀ ਦਮ ਲਿਆ।: [58, 427, 388, 524]
poem-line: ਧੂਰ ਕਿਤੇ,: [408, 1021, 447, 1035]
ruler-tick: [964, 1237, 971, 1238]
portrait-image: [242, 204, 387, 384]
ruler-tick: [964, 979, 971, 980]
poem-line: ਬੁਝ ਬਝੋਂਦੇ ਨੇ।: [408, 339, 465, 353]
ruler-tick: [964, 205, 971, 206]
ruler-label: 21: [985, 918, 997, 930]
ruler-tick: [964, 325, 982, 326]
paragraph: ਜਿਸ ਮੁਲਕ ਤੇ ਇਕ ਜ਼ਾਲਮ ਕੌਮ ਦੇ ਵਾਰਿਸ ਹਾਕਮ ਹੋਣ, ਜਿਸ ਇਲਾਕੇ ਤੇ ਦਹਿਸ਼ਤਗਰਦ ਪੁਲੀਸ ਤੇ ਫੌਜ ਦੇ ਰੱਬ ਨਿਜ਼ਾਮ ਹੋਵੇ ਉਥੇ ਇਨਸਾਫ, ਦੋਸਤੀ, ਏਕਤਾ, ਭਾਈਚਾਰਾ, ਸੰਜਦਤਾ ਵਗੈਰਾ ਦੀ ਉਮੀਦ ਰਖਣਾ ਤੁਗਲਕ ਵਾਲੀ (ਤੁਗਲਕੀ) ਸੋਚ ਹੋਵੇਗੀ।: [612, 1235, 942, 1299]
poem-stanza: [408, 1134, 588, 1249]
ruler-tick: [964, 1211, 971, 1212]
ruler-tick: [964, 987, 971, 988]
poem-line: ਕਿਤੇ ਖੂਹਾਂ ਤਾਲਿਆਂ ਦਾ ਭਰਦੀ ਹੈ।: [408, 550, 543, 564]
ruler-tick: [964, 506, 971, 507]
ruler-tick: [964, 600, 971, 601]
ruler-tick: [964, 1254, 971, 1255]
poem-line: ਹਰ ਇਕ ਅਗੇ ਰਰਲੇ ਪੌਂਦਾ ਹੈ।: [408, 713, 527, 727]
ruler-tick: [964, 1133, 971, 1134]
ruler-tick: [964, 299, 971, 300]
poem-line: ਜਿਉਂਦੇ ਨੇ ਬੱਚ,: [408, 567, 466, 581]
ruler-tick: [964, 652, 971, 653]
issue-date: November 23, 1990: [812, 40, 935, 56]
ruler-tick: [964, 480, 971, 481]
poem-line: ਕੋਈ ਉਹਦੀ,: [408, 1183, 459, 1197]
article-title-line-1: ਸਿੱਖ-ਮੁਸਲਿਮ ਏਕਤਾ: [85, 74, 361, 115]
poem-line: ਉੱਚੀ ਉੱਚੀ ਰੌਲਾ ਪੌਂਦੇ ਨੇ।: [408, 388, 511, 402]
ruler-tick: [964, 936, 971, 937]
poem-line: ਕੋਈ ਵਿਧਵਾ,: [408, 468, 461, 482]
ruler-tick: [964, 583, 982, 584]
ruler-label: 28: [985, 316, 997, 328]
ruler-tick: [964, 1073, 971, 1074]
poem-line: ਹਾਲੇ ਭੀ ਉਥੇ ਜਿਉਂਦਾ ਹੈ।: [408, 664, 508, 678]
ruler-tick: [964, 222, 971, 223]
ruler-tick: [964, 248, 971, 249]
paragraph: ਸਿੱਖਾਂ ਤੇ ਜ਼ੁਲਮ ਬਾਰੇ ''ਅਰਜੋਨ ਇਨ ਪੰਜਾਬ'' ਦੀ ਪ੍ਰਿਫਾਸ ਜਾਰਜ ਫਰਨਾਂਡਿਸ ਨੇ ਲਿਖੀ ਸੀ ਤੇ ਜ਼ੁਲਮ ਦੀ ਭਰਪੂਰ ਮੁਜ਼ੰਮਤ ਵੀ ਕੀਤੀ ਸੀ। ਸਿੱਖਾਂ ਵਿਚ ਸਭ ਤੋਂ ਵੱਧ ਮਕਬੂਲ ਗੈਰ-ਸਿੱਖਾਂ ਭਾਰਤੀਆਂ ਚੋਂ ਸਭ ਤੋਂ ਵੱਧ ਕਦਰ ਜਾਰਜ ਫਰਨਾਂਡਿਸ ਤੇ ਚੰਦਰ ਸ਼ੇਖਰ ਦੀ ਸੀ। ਚੰਦਰ ਸ਼ੇਖਰ ਦੀ ਹਕੂਮਤ ਨਾਲੋਂ ਵੀ.ਪੀ. ਸਿੰਘ ਨਾਲ ਜੁੜ ਨਾ ਸਕਿਆ ਪਰ ਜਾਰਜ ਫਰਨਾਂਡਿਸ ਨੂੰ ਤਾਂ ਵੀ. ਪੀ. ਸਿੰਘ ਨੇ ਵਜ਼ਾਰਤ ਦੇ ਦਿੱਤੀ। ਜਦੋਂ ਜਾਰਜ ਜੀ ਨੂੰ ਵਜ਼ਾਰਤ ਮਿਲੀ ਤਾਂ ਉਸਦੀ ਜ਼ੁਬਾਨ ਚੋਂ ਸਿੱਖਾਂ ਨਾਲ ਹਮਦਰਦੀ ਦੇ ਲਫਜ਼ ਜਲਾਵਤਨ ਹੋ ਗਏ। ਸਿੱਖਾਂ ਦੇ ਮਸਲੇ ਹੱਲ ਕਰਨੇ ਤਾਂ ਕੀ ਉਹਨਾਂ ਦਾ ਜ਼ਿਕਰ ਵੀ ਜਾਰਜ ਦੀ ਜ਼ੁਬਾਨ ਚੋਂ ਨਿਕਲਣਾ ਬੰਦ ਹੋ ਗਿਆ। ਪਰ ਚੰਦਰ ਸ਼ੇਖਰ ਨੇ ਫਿਰ ਵੀ ਇਕ ਦੋ ਵਾਰ ਅਜਿਹੇ ਅਲਫਾਜ਼ ਆਖੇ ਕਿ ਜਿਹਨਾਂ ਤੋਂ ਇਹ ਝਾਉਲਾ ਪੈਂਦਾ ਸੀ ਕਿ ਸ਼ੇਖਰ ਜੀ ਸਿੱਖਾਂ ਬਾਰੇ ਸੰਜੀਦਗੀ ਨਾਲ ਸੋਚਣਾ ਚਾਹੁੰਦੇ ਹਨ।: [612, 440, 942, 605]
ruler-tick: [964, 402, 971, 403]
poem-line: ਮਦਦ ਨਾ ਕਰਦਾ,: [408, 1200, 476, 1214]
ruler-tick: [964, 901, 971, 902]
ruler-tick: [964, 824, 971, 825]
ruler-tick: [964, 540, 976, 541]
ruler-tick: [964, 798, 976, 799]
author-photo: [241, 203, 388, 385]
poem-line: ਇਕ ਚੀਖ ਜੀ ਔਂਦੀ ਹੈ।: [408, 1053, 502, 1067]
ruler-tick: [964, 1022, 971, 1023]
ruler-label: 29: [985, 230, 997, 242]
ruler-tick: [964, 445, 971, 446]
ruler-tick: [964, 230, 971, 231]
ruler-tick: [964, 858, 971, 859]
ruler-tick: [964, 832, 971, 833]
article-subtitle: ਪਾਕਿਸਤਾਨ ਤੋਂ ਸਾਡੇ ਵਿਸ਼ੇਸ਼ ਨੁਮਾਇੰਦੇ ਤਾਰਿਕ ਇਸਮਾਈਲ ਦੀ ਕਲਮ ਤੋਂ: [90, 178, 356, 190]
poem-line: ਐਨੀ ਉੱਚੀ,: [408, 1134, 456, 1148]
ruler-tick: [964, 574, 971, 575]
ruler-label: 27: [985, 402, 997, 414]
ruler-tick: [964, 213, 971, 214]
poem-line: ਬੇਚਾਰੇ ਇਜ਼ਤ,: [408, 485, 464, 499]
article-sikh-muslim-unity: [58, 68, 388, 1372]
poem-line: ਮਾਰ ਮਾਰਕੇ ਉਠਦੇ ਨੇ,: [408, 306, 494, 320]
ruler-tick: [964, 187, 971, 188]
ruler-tick: [964, 385, 971, 386]
ruler-tick: [964, 592, 971, 593]
paragraph: 18 ਨਵੰਬਰ 1990 ਦੀਆਂ ਅਖਬਾਰਾਂ ਵਿਚ ਹਿੰਦੁਸਤਾਨ ਦੇ ਨਵੇਂ ਪ੍ਰਧਾਨ ਮੰਤਰੀ ਸ੍ਰੀ ਚੰਦਰ ਸ਼ੇਖਰ ਨੇ ਖਾਲਿਸਤਾਨ ਤੇ ਆਜ਼ਾਦ ਕਸ਼ਮੀਰ ਦੇ ਮੁਜ਼ਾਹਦੀਨਾਂ ਨੂੰ ''ਹਥਿਆਰ ਸੁੱਟ ਦੇਣ ਅਤੇ ਹਿੰਦੂ ਮੁਖ ਧਾਰਾ ਵਿਚ ਸ਼ਾਮਲ ਹੋਣ'' ਵਾਸਤੇ ਕਿਹਾ ਹੈ। ਚੰਦਰ ਸ਼ੇਖਰ ਦਾ ਇਹ ਬਿਆਨ ਸਿੱਖਾਂ ਦੇ ਉਸ ਥੀਸਸ ਦੀ ਤਾਈਦ ਕਰਦਾ ਹੈ ਕਿ ''ਹਿੰਦੂ ਕਿਤੇ ਵੀ ਬੈਠਾ ਹੋਵੇ, ਉਹ ਸਿੱਖ ਮਸਲੇ ਬਾਰੇ ਇਕੋ ਹੀ ਤਰੀਕੇ ਨਾਲ ਸੋਚਦਾ ਹੈ।'': [612, 203, 942, 283]
ruler-tick: [964, 875, 971, 876]
poem-line: ਕਿਤੇ ਰਾਤ ਨੂੰ ਉਠਕੇ,: [408, 436, 487, 450]
poem-line: ਉਹਨਾਂ ਨੂੰ ਫੜਦਾ,: [408, 973, 476, 987]
poem-line: ਲੀੜੇ ਲਾਰਕੇ ਭਜਦੀ ਹੈ।: [408, 452, 501, 466]
ruler-tick: [964, 910, 971, 911]
newspaper-page: [30, 20, 965, 1471]
paragraph: ਹੁਣ ਜ਼ਰੂਰਤ ਸਿੱਖਾਂ ਜਾਂ ਕਸ਼ਮੀਰੀਆਂ ਦੇ ਹਥਿਆਰ ਸੁੱਟਣ ਦੀ ਨਹੀਂ ਬਲਕਿ ਜ਼ਰੂਰਤ ਹੈ ਕਿ ਹਿੰਦੂ-ਸਤਾਨ ਦੀ ਦਹਿਸ਼ਤਗਰਦ ਫੌਜ, ਸੀ.ਆਰ. ਪੀ. ਬਾਰਡਰ ਸਕਿਉਰਟੀ ਫੋਰਸ ਪੁਲੀਸ ਹਥਿਆਰ ਸੁੱਟ ਦੇਵੇ।: [612, 1304, 942, 1352]
poem-line: ਪਰ ਖੁਦ ਨੂੰ ਨਫਰਤ ਕਰਦੀ ਹੈ।: [408, 600, 528, 614]
poem-line: ਹਾਲੇ ਕੁੱਤੇ ਉੱਜ ਹੀ ਵਿਰਦੇ ਨੇ।: [408, 891, 524, 905]
ruler-tick: [964, 781, 971, 782]
ruler-tick: [964, 1271, 982, 1272]
poem-line: ਮੈਂ ਸੁਣਿਆ,: [408, 858, 453, 872]
ruler-tick: [964, 488, 971, 489]
ruler-tick: [964, 1168, 971, 1169]
poem-line: ਮਰ ਗਿਆ ਰੱਬਾ,: [408, 355, 473, 369]
ruler-tick: [964, 1142, 976, 1143]
ruler-tick: [964, 531, 971, 532]
ruler-label: 19: [985, 1090, 997, 1102]
ruler-tick: [964, 1262, 971, 1263]
ruler-tick: [964, 970, 976, 971]
poem-stanza: [408, 419, 588, 616]
ruler-tick: [964, 454, 976, 455]
article-quit-khalistan: [612, 68, 942, 1471]
ruler-tick: [964, 368, 976, 369]
ruler-tick: [964, 1194, 971, 1195]
poem-stanza: [408, 857, 588, 1005]
poem-line: ਉਹਨਾਂ ਦੇ ਡਰ ਤੋਂ,: [408, 907, 475, 921]
ruler-tick: [964, 1056, 976, 1057]
ruler-tick: [964, 764, 971, 765]
poem-line: ਆਪਣੀ ਓਹ,: [408, 745, 460, 758]
poem-line: ਕੋਈ ਮੁਟਿਆਰ ਪਈ ਤਰਲੇ ਪੌਂਦੀ ਹੈ।: [408, 1103, 551, 1117]
ruler-tick: [964, 721, 971, 722]
ruler-tick: [964, 772, 971, 773]
ruler-tick: [964, 1082, 971, 1083]
ruler-tick: [964, 1159, 971, 1160]
